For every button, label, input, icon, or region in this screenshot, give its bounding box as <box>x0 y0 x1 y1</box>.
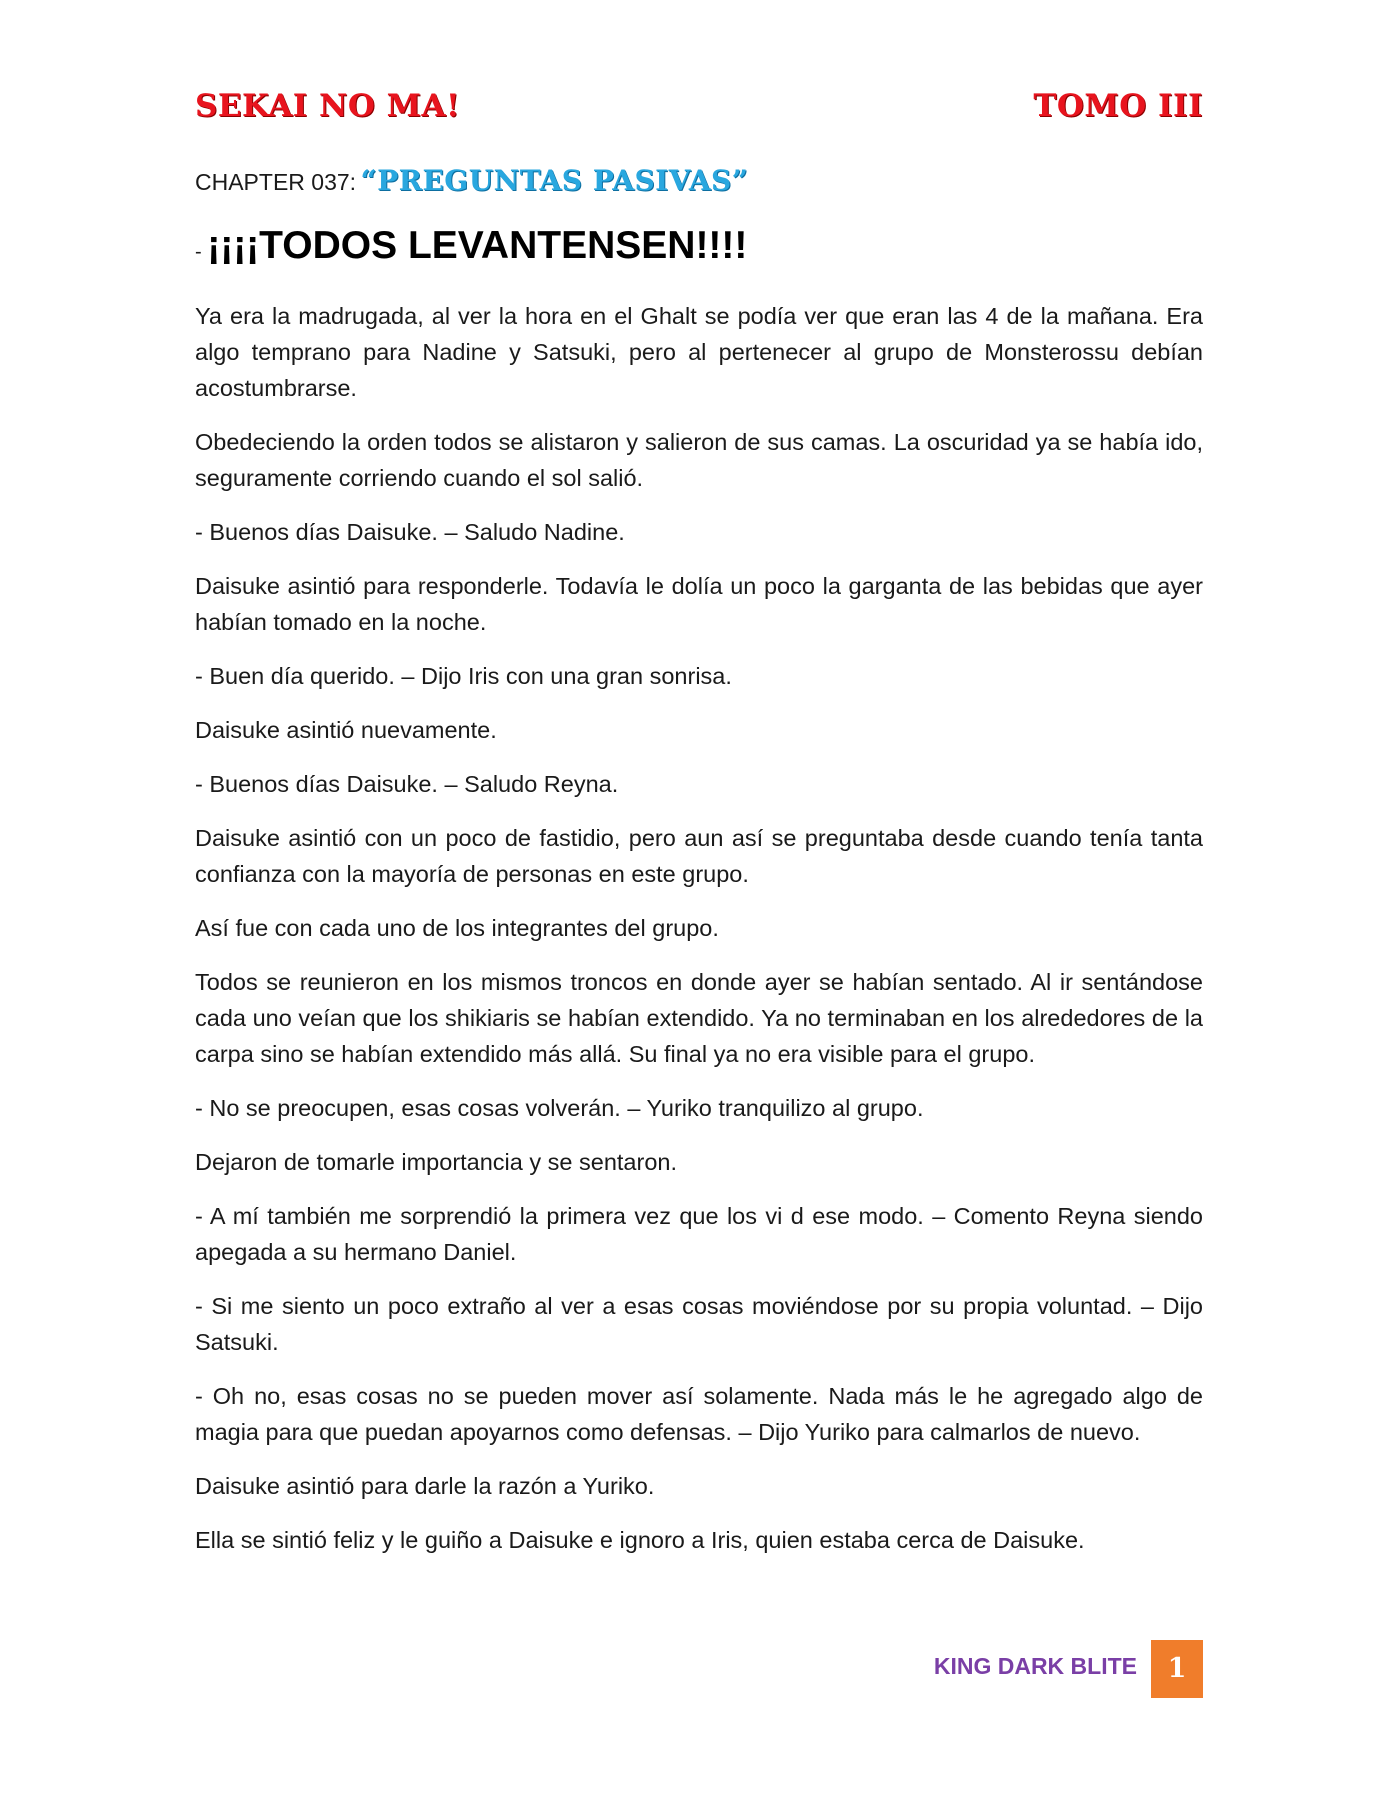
paragraph: - Si me siento un poco extraño al ver a esas cosas moviéndose por su propia voluntad. – Dijo Satsuki. <box>195 1293 1203 1355</box>
author-name: KING DARK BLITE <box>933 1653 1137 1679</box>
paragraph: Ya era la madrugada, al ver la hora en el Ghalt se podía ver que eran las 4 de la mañana. Era algo temprano para Nadine y Satsuki, pero al pertenecer al grupo de Monsterossu debían acostumbrarse. <box>195 303 1203 401</box>
body-text <box>195 298 1203 1576</box>
paragraph: Obedeciendo la orden todos se alistaron y salieron de sus camas. La oscuridad ya se había ido, seguramente corriendo cuando el sol salió. <box>195 429 1203 491</box>
chapter-heading <box>195 164 1203 197</box>
paragraph: Daisuke asintió para responderle. Todavía le dolía un poco la garganta de las bebidas que ayer habían tomado en la noche. <box>195 573 1203 635</box>
shout-text: ¡¡¡¡TODOS LEVANTENSEN!!!! <box>207 224 748 267</box>
page-number-badge: 1 <box>1151 1640 1203 1698</box>
paragraph: Daisuke asintió con un poco de fastidio, pero aun así se preguntaba desde cuando tenía tanta confianza con la mayoría de personas en este grupo. <box>195 825 1203 887</box>
paragraph: - No se preocupen, esas cosas volverán. – Yuriko tranquilizo al grupo. <box>195 1095 924 1121</box>
chapter-title: “PREGUNTAS PASIVAS” <box>360 164 749 197</box>
chapter-number: CHAPTER 037: <box>195 169 357 195</box>
paragraph: - Buenos días Daisuke. – Saludo Reyna. <box>195 771 619 797</box>
paragraph: Todos se reunieron en los mismos troncos en donde ayer se habían sentado. Al ir sentándose cada uno veían que los shikiaris se habían extendido. Ya no terminaban en los alrededores de la carpa sino se habían extendido más allá. Su final ya no era visible para el grupo. <box>195 969 1203 1067</box>
page-footer <box>195 1640 1203 1698</box>
paragraph: - A mí también me sorprendió la primera vez que los vi d ese modo. – Comento Reyna siendo apegada a su hermano Daniel. <box>195 1203 1203 1265</box>
paragraph: Así fue con cada uno de los integrantes del grupo. <box>195 915 719 941</box>
paragraph: Dejaron de tomarle importancia y se sentaron. <box>195 1149 677 1175</box>
paragraph: Daisuke asintió nuevamente. <box>195 717 497 743</box>
series-title: SEKAI NO MA! <box>195 88 461 124</box>
paragraph: - Buen día querido. – Dijo Iris con una gran sonrisa. <box>195 663 732 689</box>
paragraph: Daisuke asintió para darle la razón a Yuriko. <box>195 1473 655 1499</box>
opening-shout <box>195 224 1203 268</box>
paragraph: - Oh no, esas cosas no se pueden mover así solamente. Nada más le he agregado algo de magia para que puedan apoyarnos como defensas. – Dijo Yuriko para calmarlos de nuevo. <box>195 1383 1203 1445</box>
page-header <box>195 88 1203 132</box>
paragraph: - Buenos días Daisuke. – Saludo Nadine. <box>195 519 625 545</box>
volume-label: TOMO III <box>1033 88 1203 124</box>
paragraph: Ella se sintió feliz y le guiño a Daisuke e ignoro a Iris, quien estaba cerca de Daisuke. <box>195 1527 1085 1553</box>
shout-dash: - <box>195 241 208 263</box>
